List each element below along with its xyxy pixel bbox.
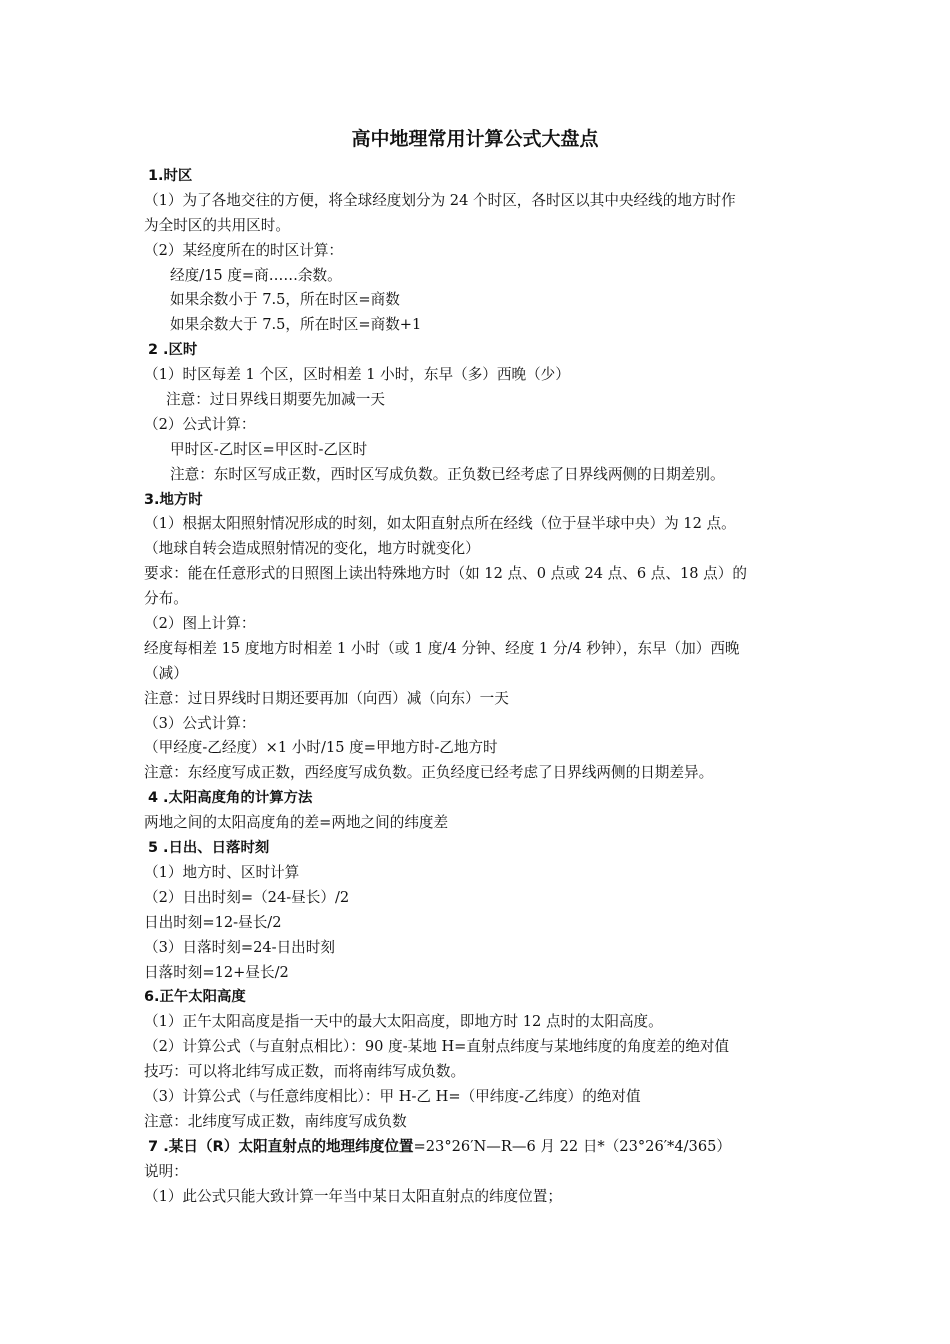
text-line: 日出时刻=12-昼长/2 (144, 913, 282, 931)
section-heading-solar-altitude: 4 .太阳高度角的计算方法 (148, 790, 313, 807)
section-heading-subsolar-latitude (144, 1135, 814, 1160)
text-line: （3）日落时刻=24-日出时刻 (144, 938, 335, 956)
text-line: 说明： (144, 1162, 188, 1180)
text-line: 技巧：可以将北纬写成正数，而将南纬写成负数。 (144, 1063, 466, 1081)
subsolar-formula: =23°26′N—R—6 月 22 日*（23°26′*4/365） (413, 1137, 732, 1155)
text-line: 日落时刻=12+昼长/2 (144, 963, 289, 981)
text-line: （甲经度-乙经度）×1 小时/15 度=甲地方时-乙地方时 (144, 739, 498, 757)
text-line: 如果余数大于 7.5，所在时区=商数+1 (170, 316, 422, 334)
text-line: 要求：能在任意形式的日照图上读出特殊地方时（如 12 点、0 点或 24 点、6 点、18 点）的 (144, 565, 747, 583)
text-line: （1）地方时、区时计算 (144, 863, 300, 881)
text-line: （2）图上计算： (144, 615, 256, 633)
document-title: 高中地理常用计算公式大盘点 (351, 128, 599, 150)
section-heading-zone-time: 2 .区时 (148, 342, 198, 359)
text-line: 如果余数小于 7.5，所在时区=商数 (170, 291, 400, 309)
text-line: （1）此公式只能大致计算一年当中某日太阳直射点的纬度位置； (144, 1187, 562, 1205)
text-line: （1）时区每差 1 个区，区时相差 1 小时，东早（多）西晚（少） (144, 366, 570, 384)
text-line: 甲时区-乙时区=甲区时-乙区时 (170, 440, 368, 458)
section-heading-local-time: 3.地方时 (144, 491, 203, 508)
text-line: （1）正午太阳高度是指一天中的最大太阳高度，即地方时 12 点时的太阳高度。 (144, 1013, 663, 1031)
document-body (144, 164, 814, 1209)
text-line: 经度每相差 15 度地方时相差 1 小时（或 1 度/4 分钟、经度 1 分/4 秒钟），东早（加）西晚 (144, 639, 740, 657)
text-line: （2）公式计算： (144, 415, 256, 433)
section-heading-time-zone: 1.时区 (148, 168, 193, 184)
section-heading-noon-sun-altitude: 6.正午太阳高度 (144, 989, 246, 1006)
text-line: 注意：东时区写成正数，西时区写成负数。正负数已经考虑了日界线两侧的日期差别。 (170, 465, 725, 483)
subsolar-heading-label: 7 .某日（R）太阳直射点的地理纬度位置 (148, 1137, 414, 1155)
text-line: （3）公式计算： (144, 714, 256, 732)
text-line: （减） (144, 664, 188, 682)
text-line: 经度/15 度=商……余数。 (170, 266, 342, 284)
text-line: （3）计算公式（与任意纬度相比）：甲 H-乙 H=（甲纬度-乙纬度）的绝对值 (144, 1087, 641, 1105)
text-line: 注意：过日界线日期要先加减一天 (166, 391, 385, 409)
text-line: 分布。 (144, 590, 188, 608)
text-line: 两地之间的太阳高度角的差=两地之间的纬度差 (144, 814, 449, 832)
text-line: （2）日出时刻=（24-昼长）/2 (144, 888, 350, 906)
text-line: 注意：北纬度写成正数，南纬度写成负数 (144, 1112, 407, 1130)
text-line: （1）根据太阳照射情况形成的时刻，如太阳直射点所在经线（位于昼半球中央）为 12 点。 (144, 515, 736, 533)
text-line: （2）计算公式（与直射点相比）：90 度-某地 H=直射点纬度与某地纬度的角度差的绝对值 (144, 1038, 730, 1056)
text-line: （1）为了各地交往的方便，将全球经度划分为 24 个时区，各时区以其中央经线的地方时作 (144, 191, 736, 209)
text-line: 为全时区的共用区时。 (144, 216, 290, 234)
text-line: 注意：东经度写成正数，西经度写成负数。正负经度已经考虑了日界线两侧的日期差异。 (144, 764, 714, 782)
text-line: （2）某经度所在的时区计算： (144, 241, 344, 259)
text-line: 注意：过日界线时日期还要再加（向西）减（向东）一天 (144, 689, 509, 707)
text-line: （地球自转会造成照射情况的变化，地方时就变化） (144, 540, 480, 558)
section-heading-sunrise-sunset: 5 .日出、日落时刻 (148, 840, 270, 857)
